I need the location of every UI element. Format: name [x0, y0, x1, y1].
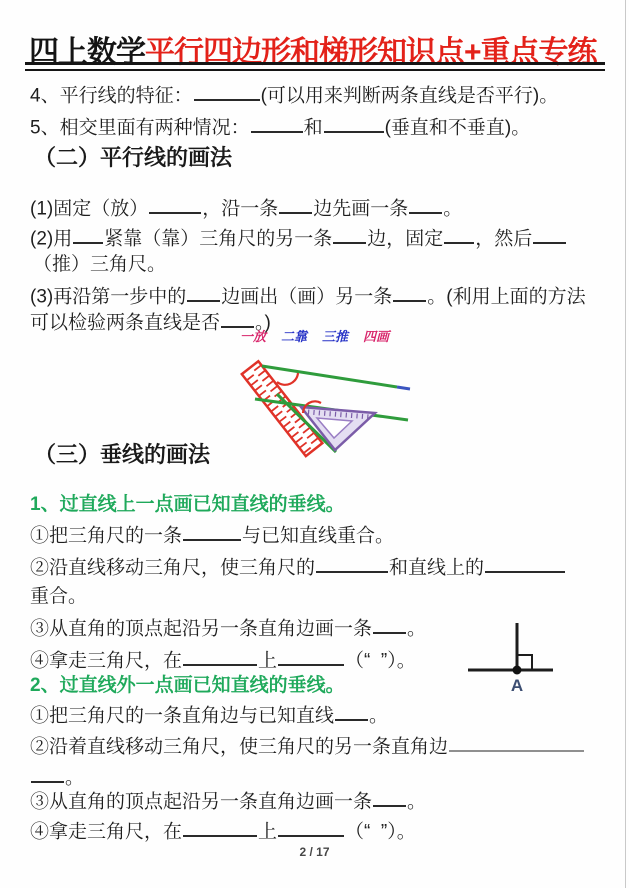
section2-step-3	[30, 281, 586, 309]
text-segment: (2)用	[30, 228, 73, 250]
text-segment: ②沿着直线移动三角尺，使三角尺的另一条直角边	[30, 736, 449, 758]
blank-field	[278, 816, 344, 837]
text-segment: （推）三角尺。	[33, 254, 167, 275]
part2-step-3	[30, 786, 426, 814]
blank-field	[73, 223, 103, 244]
blank-field	[183, 645, 257, 666]
blank-field	[393, 281, 426, 302]
page-title-red-part: 平行四边形和梯形知识点+重点专练	[145, 36, 597, 69]
section2-step-2-cont	[33, 253, 166, 277]
text-segment: ①把三角尺的一条	[30, 525, 183, 547]
text-segment: ①把三角尺的一条直角边与已知直线	[30, 705, 335, 727]
text-segment: 。)	[255, 312, 271, 334]
text-segment: 边画出（画）另一条	[221, 286, 393, 308]
blank-field	[335, 700, 368, 721]
blank-field	[31, 762, 64, 783]
text-segment: 。(利用上面的方法	[427, 286, 586, 308]
mnemonic-line	[240, 329, 404, 345]
part2-step-2	[30, 731, 585, 759]
blank-field	[149, 193, 201, 214]
text-segment: ④拿走三角尺，在	[30, 821, 183, 843]
text-segment: ④拿走三角尺，在	[30, 650, 183, 672]
blank-field	[485, 552, 565, 573]
perpendicular-diagram	[455, 612, 565, 706]
text-segment: 紧靠（靠）三角尺的另一条	[104, 228, 333, 250]
text-segment: 可以检验两条直线是否	[30, 312, 221, 334]
blank-field	[183, 520, 241, 541]
blank-field	[333, 223, 366, 244]
text-segment: 三推	[322, 329, 349, 344]
text-segment: 边，固定	[367, 228, 444, 250]
blank-field	[187, 281, 220, 302]
blank-field	[183, 816, 257, 837]
part1-step-1	[30, 520, 394, 548]
text-segment: 重合。	[30, 586, 88, 607]
point-a-label: A	[510, 676, 524, 695]
text-segment: (垂直和不垂直)。	[384, 117, 531, 139]
part2-step-1	[30, 700, 388, 728]
text-segment: ③从直角的顶点起沿另一条直角边画一条	[30, 618, 373, 640]
text-segment: 二靠	[281, 329, 308, 344]
text-segment: 和直线上的	[389, 557, 485, 579]
text-segment: 。	[443, 198, 463, 220]
text-segment: (1)固定（放）	[30, 198, 149, 220]
text-segment: 与已知直线重合。	[242, 525, 395, 547]
section3-part2-title: 2、过直线外一点画已知直线的垂线。	[30, 675, 345, 696]
part2-step-4	[30, 816, 416, 844]
text-segment: 5、相交里面有两种情况：	[30, 117, 250, 139]
text-segment: (3)再沿第一步中的	[30, 286, 187, 308]
blank-field	[533, 223, 566, 244]
text-segment: ③从直角的顶点起沿另一条直角边画一条	[30, 791, 373, 813]
section2-step-3-cont	[30, 307, 271, 335]
text-segment: ②沿直线移动三角尺，使三角尺的	[30, 557, 316, 579]
text-segment: 。	[369, 705, 389, 727]
page-edge-line	[625, 0, 626, 888]
page-indicator: 2 / 17	[299, 845, 330, 859]
blank-field	[278, 645, 344, 666]
blank-field	[194, 80, 260, 101]
blank-field	[316, 552, 388, 573]
part1-step-2	[30, 552, 566, 580]
parallel-lines-illustration	[235, 352, 463, 462]
text-segment: 一放	[240, 329, 267, 344]
blank-field	[279, 193, 312, 214]
part1-step-3	[30, 613, 426, 641]
section3-heading: （三）垂线的画法	[34, 442, 211, 467]
text-segment: 四画	[363, 329, 390, 344]
text-segment: 4、平行线的特征：	[30, 85, 193, 107]
section2-step-2	[30, 223, 567, 251]
text-segment: 上	[258, 650, 278, 672]
blank-field	[221, 307, 254, 328]
section2-step-1	[30, 193, 462, 221]
top-line-blue-tip	[397, 387, 410, 389]
blank-field	[449, 731, 584, 752]
section3-part1-title: 1、过直线上一点画已知直线的垂线。	[30, 494, 345, 515]
text-segment: （“ ”）。	[345, 650, 416, 672]
section2-heading: （二）平行线的画法	[34, 145, 233, 170]
blank-field	[251, 112, 303, 133]
blank-field	[373, 613, 406, 634]
text-segment: 上	[258, 821, 278, 843]
text-segment: （“ ”）。	[345, 821, 416, 843]
title-divider	[25, 62, 605, 71]
blank-field	[409, 193, 442, 214]
text-segment: ，沿一条	[202, 198, 279, 220]
blank-field	[444, 223, 474, 244]
text-segment: (可以用来判断两条直线是否平行)。	[260, 85, 559, 107]
point-a-dot	[513, 666, 522, 675]
page-title-black-part: 四上数学	[29, 36, 145, 69]
line-item-4	[30, 80, 558, 108]
part1-step-2-cont	[30, 585, 87, 609]
text-segment: 。	[407, 791, 427, 813]
blank-field	[373, 786, 406, 807]
blank-field	[324, 112, 384, 133]
text-segment: 边先画一条	[313, 198, 409, 220]
angle-arc-top	[277, 373, 298, 385]
text-segment: 和	[303, 117, 323, 139]
text-segment: ，然后	[475, 228, 533, 250]
text-segment: 。	[65, 767, 85, 789]
text-segment: 。	[407, 618, 427, 640]
line-item-5	[30, 112, 530, 140]
